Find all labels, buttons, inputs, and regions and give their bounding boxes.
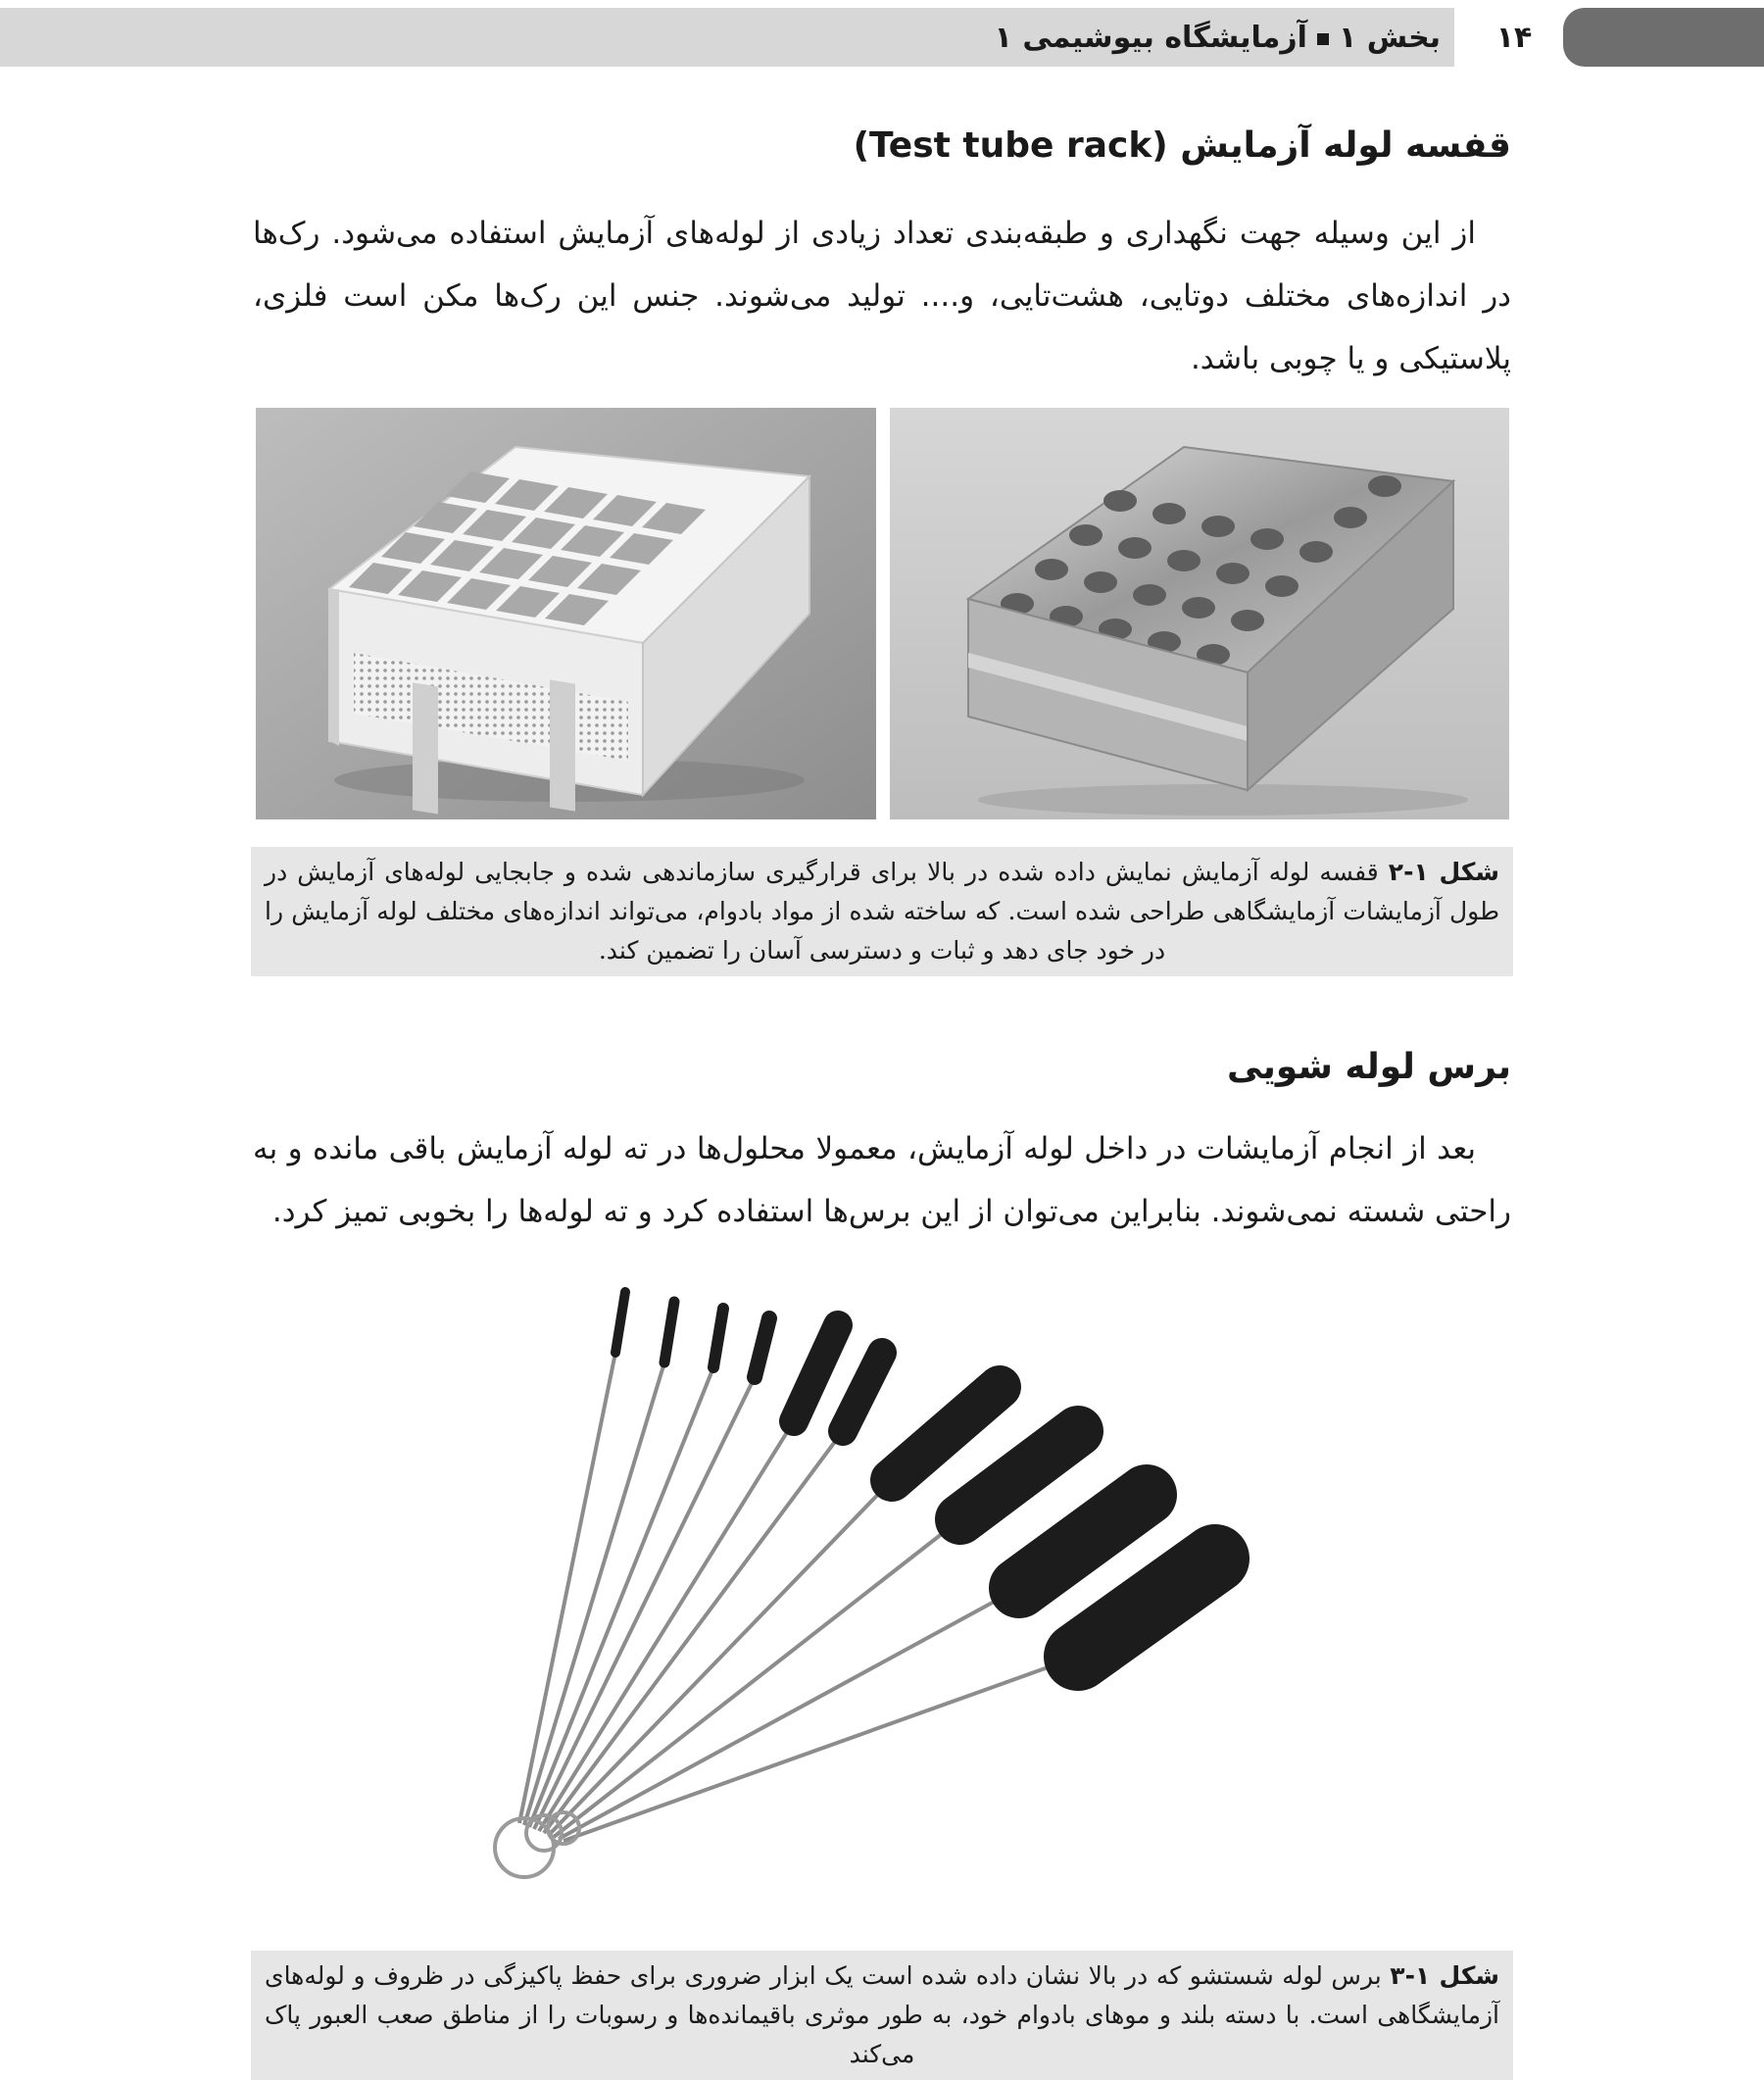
figure-caption-text: برس لوله شستشو که در بالا نشان داده شده است یک ابزار ضروری برای حفظ پاکیزگی در ظروف و لوله‌های آزمایشگاهی است. با دسته بلند و موهای بادوام خود، به طور موثری باقیمانده‌ها و رسوبات را از مناطق صعب العبور پاک می‌کند [265, 1961, 1499, 2068]
figure-caption-text: قفسه لوله آزمایش نمایش داده شده در بالا برای قرارگیری سازماندهی شده و جابجایی لوله‌های آزمایش در طول آزمایشات آزمایشگاهی طراحی شده است. که ساخته شده از مواد بادوام، می‌تواند اندازه‌های مختلف لوله آزمایش را در خود جای دهد و ثبات و دسترسی آسان را تضمین کند. [265, 858, 1499, 965]
figure-label: شکل ۱-۲ [1388, 858, 1499, 886]
page-number: ۱۴ [1495, 21, 1533, 55]
figure-caption [251, 1951, 1513, 2080]
plastic-test-tube-rack-photo [256, 408, 876, 819]
chapter-title: آزمایشگاه بیوشیمی ۱ [994, 21, 1307, 55]
body-paragraph: بعد از انجام آزمایشات در داخل لوله آزمایش، معمولا محلول‌ها در ته لوله آزمایش باقی مانده و به راحتی شسته نمی‌شوند. بنابراین می‌توان از این برس‌ها استفاده کرد و ته لوله‌ها را بخوبی تمیز کرد. [253, 1131, 1511, 1229]
square-bullet-icon [1317, 33, 1329, 45]
test-tube-brushes-photo [470, 1274, 1274, 1921]
section-heading: قفسه لوله آزمایش (Test tube rack) [853, 125, 1511, 166]
section-label: بخش ۱ [1338, 21, 1441, 55]
header-tab [1563, 8, 1764, 67]
figure-caption [251, 847, 1513, 976]
figure-label: شکل ۱-۳ [1390, 1961, 1499, 1990]
section-heading: برس لوله شویی [1226, 1047, 1511, 1087]
body-paragraph: از این وسیله جهت نگهداری و طبقه‌بندی تعداد زیادی از لوله‌های آزمایش استفاده می‌شود. رک‌ها در اندازه‌های مختلف دوتایی، هشت‌تایی، و.... تولید می‌شوند. جنس این رک‌ها مکن است فلزی، پلاستیکی و یا چوبی باشد. [253, 216, 1511, 376]
metal-test-tube-rack-photo [890, 408, 1509, 819]
running-head [995, 14, 1441, 63]
